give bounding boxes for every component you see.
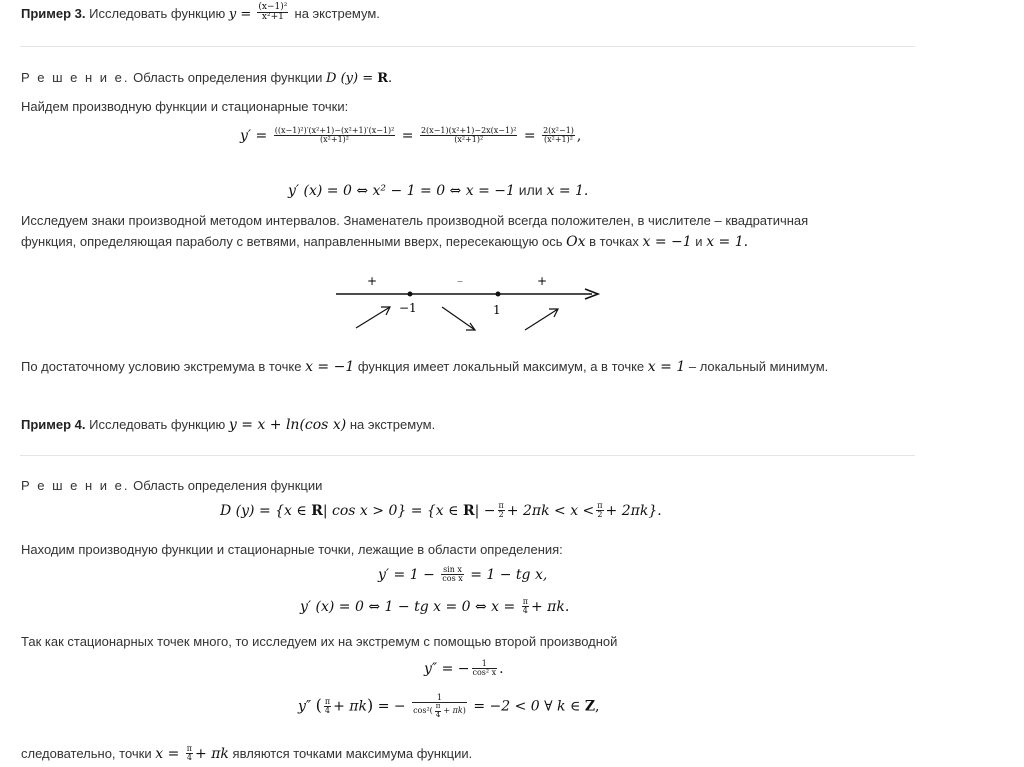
increasing-arrow-icon: [525, 309, 558, 330]
increasing-arrow-icon: [356, 307, 390, 328]
example3-function: y = $\frac{\text{(x−1)²}}{\text{x²+1}}$: [228, 1, 288, 22]
example4-derivative-intro: Находим производную функции и стационарные точки, лежащие в области определения:: [21, 542, 563, 557]
example4-title-bold: Пример 4.: [21, 417, 86, 432]
example4-second-derivative-eval: y″ ( $\frac{\pi}{4}$ + πk) = − 1 cos²( $\frac{\pi}{4}$ + πk) = −2 < 0 ∀ k ∈ Z,: [298, 693, 600, 719]
example4-title-text: Исследовать функцию: [89, 417, 226, 432]
example4-second-derivative: y″ = − $\frac{1}{\text{cos² x}}$ .: [424, 659, 504, 678]
sign-diagram: [330, 262, 610, 337]
example3-title-bold: Пример 3.: [21, 6, 86, 21]
example4-solution-line: [21, 478, 322, 493]
tick-label-neg1: −1: [399, 301, 417, 315]
example4-function: y = x + ln(cos x): [228, 417, 347, 433]
example3-stationary: y′ (x) = 0 ⇔ x² − 1 = 0 ⇔ x = −1 или x = 1.: [288, 182, 589, 199]
domain-text: Область определения функции: [133, 478, 323, 493]
example4-second-intro: Так как стационарных точек много, то исследуем их на экстремум с помощью второй производной: [21, 634, 618, 649]
divider: [20, 46, 915, 47]
sign-plus-right: +: [537, 274, 548, 288]
example3-title-suffix: на экстремум.: [294, 6, 380, 21]
example3-title: [21, 1, 380, 22]
example4-stationary: y′ (x) = 0 ⇔ 1 − tg x = 0 ⇔ x = $\frac{\pi}{4}$ + πk.: [300, 597, 570, 616]
example3-solution-line: [21, 70, 392, 86]
example3-interval-text2: функция, определяющая параболу с ветвями, направленными вверх, пересекающую ось Ox в точках x = −1 и x = 1.: [21, 234, 749, 250]
critical-point-neg1: [408, 292, 413, 297]
solution-label: Р е ш е н и е.: [21, 70, 130, 85]
example4-derivative-formula: y′ = 1 − $\frac{\text{sin x}}{\text{cos x}}$ = 1 − tg x,: [378, 565, 548, 584]
example3-conclusion: По достаточному условию экстремума в точке x = −1 функция имеет локальный максимум, а в точке x = 1 – локальный минимум.: [21, 359, 829, 375]
example3-derivative-formula: y′ = $\frac{\text{((x−1)²)′(x²+1)−(x²+1)′(x−1)²}}{\text{(x²+1)²}}$ = $\frac{\text{2(x−1)(x²+1)−2x(x−1)²}}{\text{(x²+1)²}}$ = $\frac{\text{2(x²−1)}}{\text{(x²+1)²}}$ ,: [240, 126, 582, 145]
example4-final: следовательно, точки x = $\frac{\pi}{4}$ + πk являются точками максимума функции.: [21, 744, 473, 763]
tick-label-1: 1: [493, 303, 501, 317]
example4-title-suffix: на экстремум.: [349, 417, 436, 432]
critical-point-1: [496, 292, 501, 297]
solution-label: Р е ш е н и е.: [21, 478, 130, 493]
example3-derivative-intro: Найдем производную функции и стационарные точки:: [21, 99, 349, 114]
sign-plus-left: +: [367, 274, 378, 288]
example3-interval-text1: Исследуем знаки производной методом интервалов. Знаменатель производной всегда положителен, в числителе – квадратичная: [21, 213, 809, 228]
divider: [20, 455, 915, 456]
example3-title-text: Исследовать функцию: [89, 6, 226, 21]
example4-domain-formula: D (y) = {x ∈ R| cos x > 0} = {x ∈ R| − $\frac{\pi}{2}$ + 2πk < x < $\frac{\pi}{2}$ + 2πk}.: [220, 501, 662, 520]
example4-title: [21, 417, 435, 433]
decreasing-arrow-icon: [442, 307, 475, 330]
domain-math: D (y) = R.: [326, 71, 393, 86]
domain-text: Область определения функции: [133, 70, 323, 85]
sign-minus: –: [457, 274, 463, 288]
